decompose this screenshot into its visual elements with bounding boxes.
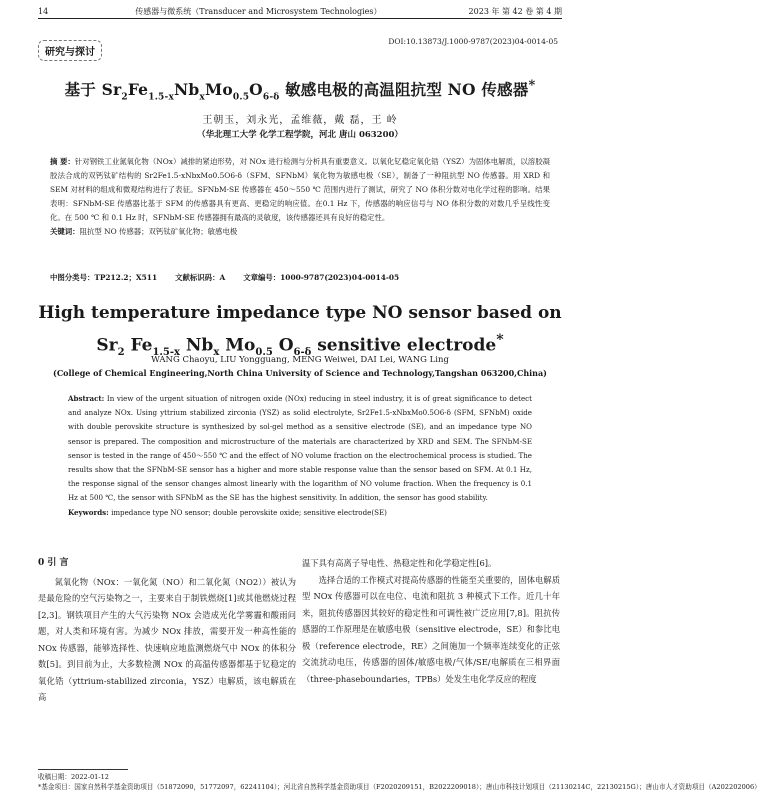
abstract-cn xyxy=(50,155,550,239)
abstract-en xyxy=(68,392,532,520)
title-en-line1: High temperature impedance type NO sensor based on xyxy=(38,303,562,323)
title-cn-mo: Mo xyxy=(205,80,233,100)
article-number: 文章编号：1000-9787(2023)04-0014-05 xyxy=(243,273,400,282)
abstract-en-label: Abstract: xyxy=(68,394,105,403)
keywords-cn-label: 关键词： xyxy=(50,227,80,236)
title-cn-o: O xyxy=(249,80,263,100)
doi: DOI:10.13873/J.1000-9787(2023)04-0014-05 xyxy=(388,37,558,46)
title-cn-footnote-mark: * xyxy=(528,78,536,93)
body-column-right xyxy=(302,555,560,687)
running-header xyxy=(38,5,562,17)
keywords-en-text: impedance type NO sensor; double perovskite oxide; sensitive electrode(SE) xyxy=(111,507,387,517)
title-en-sr: Sr xyxy=(96,335,118,356)
body-column-left xyxy=(38,555,296,706)
abstract-en-text: In view of the urgent situation of nitrogen oxide (NOx) reducing in steel industry, it is of great significance to detect and analyze NOx. Using yttrium stabilized zirconia (YSZ) as solid electrolyte, Sr2Fe1.5-xNbxMo0.5O6-δ (SFM, SFNbM) oxide with double perovskite structure is synthesized by sol-gel method as a sensitive electrode (SE), and an impedance type NO sensor is prepared. The composition and microstructure of the materials are characterized by XRD and SEM. The SFNbM-SE sensor is tested in the range of 450～550 ℃ and the effect of NO volume fraction on the electrochemical process is studied. The results show that the SFNbM-SE sensor has a higher and more stable response value than the sensor based on SFM. At 0.1 Hz, the response signal of the sensor changes almost linearly with the logarithm of NO volume fraction. When the frequency is 0.1 Hz at 500 ℃, the sensor with SFNbM as the SE has the highest sensitivity. In addition, the sensor has good stability. xyxy=(68,394,532,503)
issue-info: 2023 年 第 42 卷 第 4 期 xyxy=(468,6,562,16)
header-rule xyxy=(38,18,562,19)
title-cn-nb: Nb xyxy=(174,80,200,100)
title-cn-sub3: x xyxy=(199,92,205,103)
clc-number: 中图分类号：TP212.2；X511 xyxy=(50,273,158,282)
title-cn xyxy=(0,78,600,102)
column-tag: 研究与探讨 xyxy=(38,40,102,61)
title-en-o: O xyxy=(272,335,294,356)
body-paragraph-continued: 温下具有高离子导电性、热稳定性和化学稳定性[6]。 xyxy=(302,558,497,568)
title-cn-sub5: 6-δ xyxy=(262,92,280,103)
title-en-nb: Nb xyxy=(179,335,214,356)
body-paragraph: 氮氧化物（NOx：一氧化氮（NO）和二氧化氮（NO2））被认为是最危险的空气污染物之一，主要来自于制铁燃烧[1]或其他燃烧过程[2,3]。钢铁项目产生的大气污染物 NOx 会造成光化学雾霾和酸雨问题，对人类和环境有害。为减少 NOx 排放，需要开发一种高性能的 NOx 传感器，能够选择性、快速响应地监测燃烧气中 NOx 的体积分数[5]。到目前为止，大多数检测 NOx 的高温传感器都基于钇稳定的氧化锆（yttrium-stabilized zirconia，YSZ）电解质，该电解质在高 xyxy=(38,576,296,702)
title-cn-suffix: 敏感电极的高温阻抗型 NO 传感器 xyxy=(279,80,529,100)
received-date: 收稿日期：2022-01-12 xyxy=(38,773,109,781)
title-cn-sub2: 1.5-x xyxy=(148,92,175,103)
document-code: 文献标识码：A xyxy=(175,273,226,282)
title-en-s3: x xyxy=(213,347,220,359)
title-en-suffix: sensitive electrode xyxy=(311,335,497,356)
abstract-cn-label: 摘 要： xyxy=(50,157,75,166)
title-cn-fe: Fe xyxy=(127,80,149,100)
fund-info: *基金项目：国家自然科学基金资助项目（51872090，51772097，62241104）；河北省自然科学基金资助项目（F2020209151，B2022209018）；唐山市科技计划项目（21130214C，22130215G）；唐山市人才资助项目（A202202006） xyxy=(38,783,761,791)
title-en-footnote-mark: * xyxy=(496,332,504,348)
journal-name: 传感器与微系统（Transducer and Microsystem Technologies） xyxy=(135,6,382,16)
section-heading: 0 引 言 xyxy=(38,558,69,568)
abstract-cn-text: 针对钢铁工业氮氧化物（NOx）减排的紧迫形势，对 NOx 进行检测与分析具有重要意义。以氧化钇稳定氧化锆（YSZ）为固体电解质，以溶胶凝胶法合成的双钙钛矿结构的 Sr2Fe1.5-xNbxMo0.5O6-δ（SFM、SFNbM）氧化物为敏感电极（SE），制备了一种阻抗型 NO 传感器。用 XRD 和 SEM 对材料的组成和微观结构进行了表征。SFNbM-SE 传感器在 450～550 ℃ 范围内进行了测试，研究了 NO 体积分数对电化学过程的影响。结果表明：SFNbM-SE 传感器比基于 SFM 的传感器具有更高、更稳定的响应值。在0.1 Hz 下，传感器的响应信号与 NO 体积分数的对数几乎呈线性变化。在 500 ℃ 和 0.1 Hz 时，SFNbM-SE 传感器拥有最高的灵敏度，该传感器还具有良好的稳定性。 xyxy=(50,157,550,222)
title-en-s2: 1.5-x xyxy=(152,347,180,359)
title-cn-prefix: 基于 Sr xyxy=(64,80,122,100)
affiliation-en: (College of Chemical Engineering,North China University of Science and Technology,Tangshan 063200,China) xyxy=(53,368,547,378)
keywords-en-label: Keywords: xyxy=(68,507,109,517)
footnote xyxy=(38,772,761,792)
page-number: 14 xyxy=(38,6,49,16)
body-paragraph: 选择合适的工作模式对提高传感器的性能至关重要的，固体电解质型 NOx 传感器可以在电位、电流和阻抗 3 种模式下工作。近几十年来，阻抗传感器因其较好的稳定性和可调性被广泛应用[7,8]。阻抗传感器的工作原理是在敏感电极（sensitive electrode，SE）和参比电极（reference electrode，RE）之间施加一个频率连续变化的正弦交流扰动电压，传感器的固体/敏感电极/气体/SE/电解质在三相界面（three-phaseboundaries，TPBs）处发生电化学反应的程度 xyxy=(302,574,560,684)
keywords-cn-text: 阻抗型 NO 传感器；双钙钛矿氧化物；敏感电极 xyxy=(79,227,238,236)
authors-en: WANG Chaoyu, LIU Yongguang, MENG Weiwei, DAI Lei, WANG Ling xyxy=(151,355,449,365)
title-en-s5: 6-δ xyxy=(293,347,312,359)
authors-cn: 王朝玉，刘永光，孟维薇，戴 磊，王 岭 xyxy=(202,115,398,126)
title-en-mo: Mo xyxy=(219,335,256,356)
affiliation-cn: （华北理工大学 化学工程学院，河北 唐山 063200） xyxy=(197,130,403,140)
title-en-s1: 2 xyxy=(117,347,125,359)
classification-line xyxy=(50,272,550,283)
title-en-s4: 0.5 xyxy=(255,347,273,359)
title-cn-sub1: 2 xyxy=(121,92,128,103)
title-en-fe: Fe xyxy=(124,335,153,356)
title-cn-sub4: 0.5 xyxy=(232,92,250,103)
footnote-rule xyxy=(38,769,128,770)
